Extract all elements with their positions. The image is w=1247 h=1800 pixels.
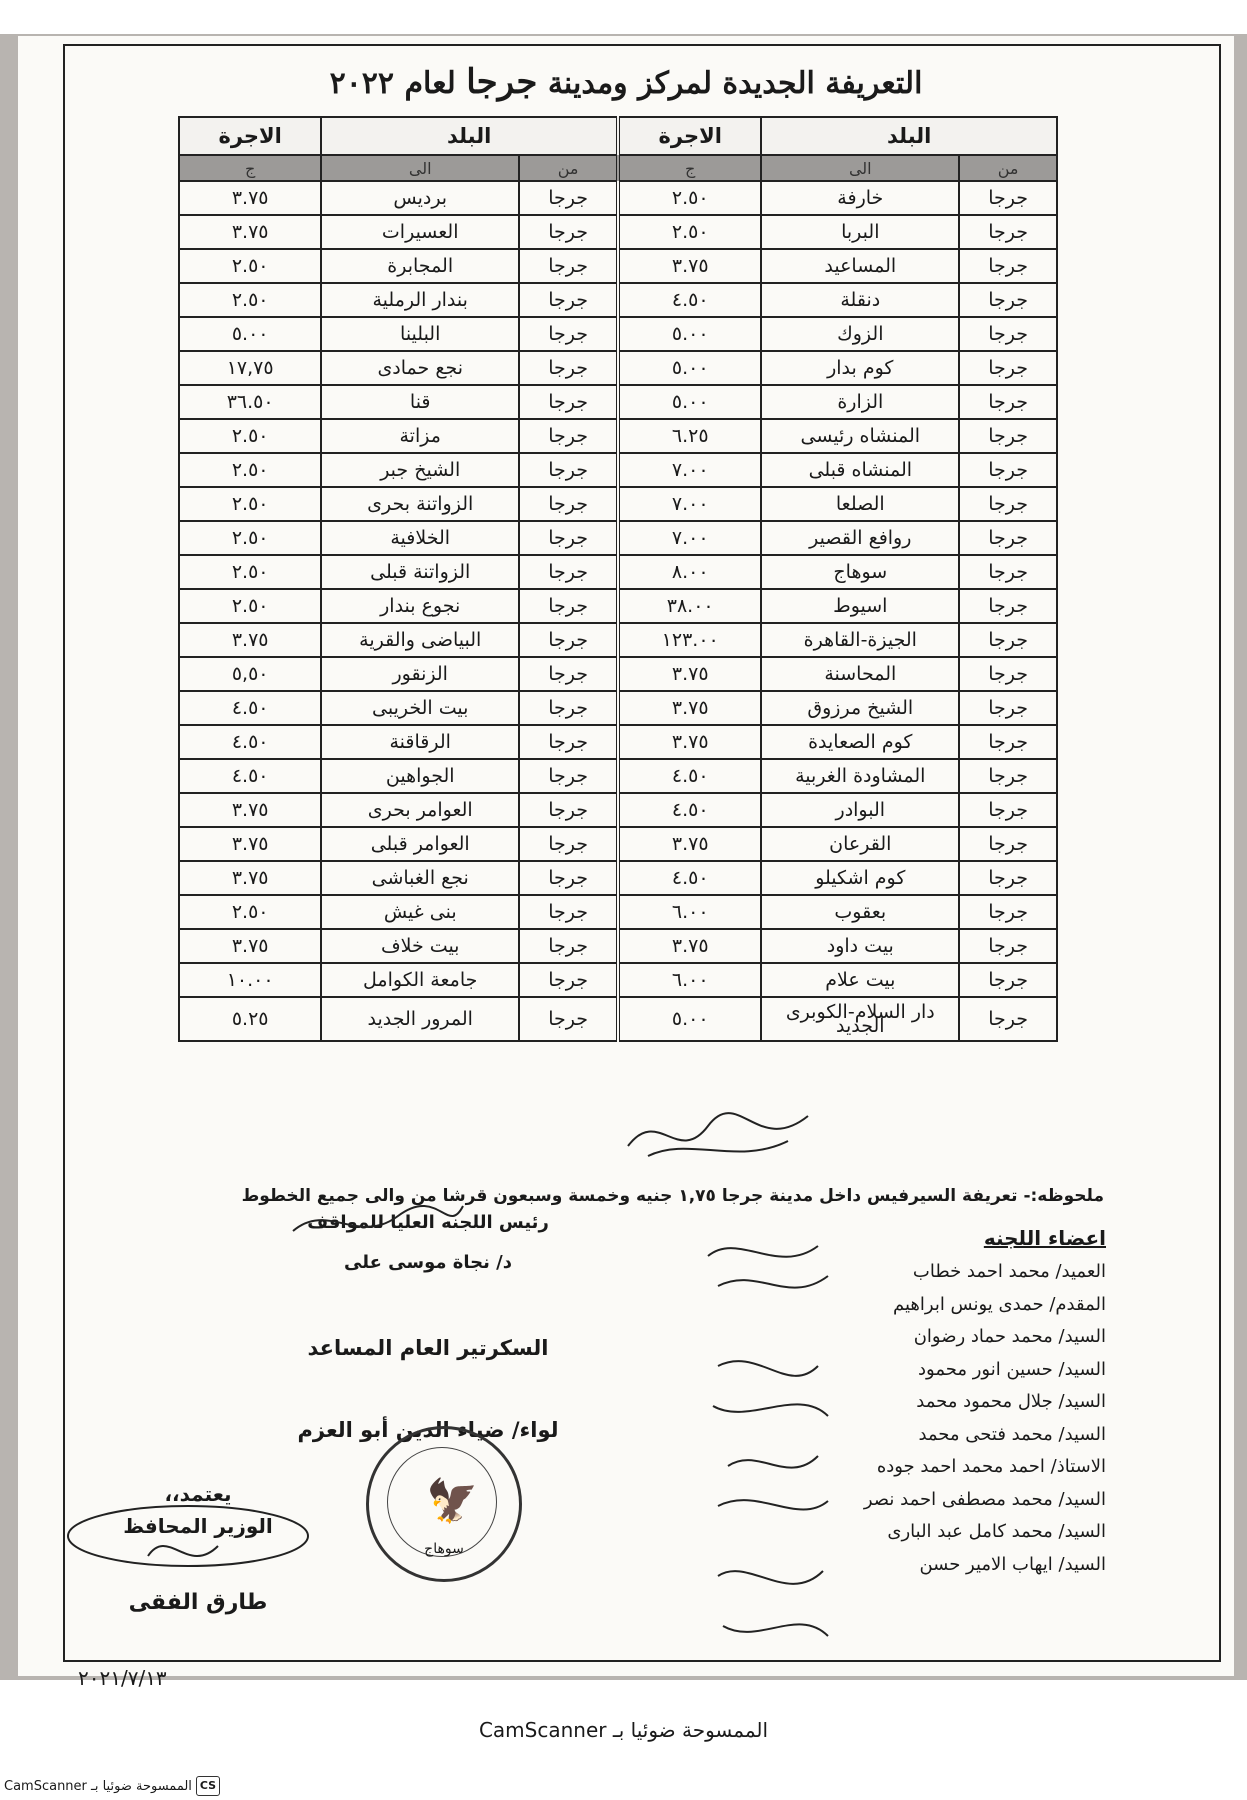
chair-title: رئيس اللجنه العليا للمواقف bbox=[307, 1212, 549, 1233]
cell-to-right: البوادر bbox=[761, 793, 959, 827]
cell-to-left: الخلافية bbox=[321, 521, 519, 555]
cell-from-left: جرجا bbox=[519, 827, 618, 861]
cell-from-right: جرجا bbox=[959, 725, 1057, 759]
secretary-title: السكرتير العام المساعد bbox=[307, 1336, 549, 1360]
cell-to-left: الشيخ جبر bbox=[321, 453, 519, 487]
cell-to-right: روافع القصير bbox=[761, 521, 959, 555]
cell-from-right: جرجا bbox=[959, 589, 1057, 623]
cell-fare-right: ٣٨.٠٠ bbox=[618, 589, 761, 623]
cell-to-left: نجع الغباشى bbox=[321, 861, 519, 895]
cell-to-right: بيت علام bbox=[761, 963, 959, 997]
cell-to-right: اسيوط bbox=[761, 589, 959, 623]
cell-to-left: الجواهين bbox=[321, 759, 519, 793]
cell-fare-left: ٢.٥٠ bbox=[179, 453, 321, 487]
cell-fare-left: ٣.٧٥ bbox=[179, 181, 321, 215]
cell-from-left: جرجا bbox=[519, 997, 618, 1041]
cell-from-left: جرجا bbox=[519, 317, 618, 351]
table-row bbox=[179, 385, 1057, 419]
cell-fare-right: ١٢٣.٠٠ bbox=[618, 623, 761, 657]
cell-to-right: المنشاه قبلى bbox=[761, 453, 959, 487]
cell-from-right: جرجا bbox=[959, 691, 1057, 725]
table-row bbox=[179, 997, 1057, 1041]
cell-from-right: جرجا bbox=[959, 385, 1057, 419]
cell-fare-right: ٧.٠٠ bbox=[618, 453, 761, 487]
cell-to-right: دار السلام-الكوبرى الجديد bbox=[761, 997, 959, 1041]
cell-fare-left: ١٠.٠٠ bbox=[179, 963, 321, 997]
table-row bbox=[179, 793, 1057, 827]
cell-from-left: جرجا bbox=[519, 181, 618, 215]
cell-fare-right: ٧.٠٠ bbox=[618, 487, 761, 521]
committee-member: السيد/ حسين انور محمود bbox=[918, 1358, 1106, 1380]
cell-from-right: جرجا bbox=[959, 215, 1057, 249]
committee-member: العميد/ محمد احمد خطاب bbox=[912, 1261, 1106, 1282]
cell-to-right: كوم الصعايدة bbox=[761, 725, 959, 759]
committee-member: السيد/ محمد حماد رضوان bbox=[913, 1326, 1106, 1347]
cell-from-left: جرجا bbox=[519, 283, 618, 317]
cell-to-right: الشيخ مرزوق bbox=[761, 691, 959, 725]
header-balad-left: البلد bbox=[321, 117, 618, 155]
cell-from-left: جرجا bbox=[519, 555, 618, 589]
cell-from-left: جرجا bbox=[519, 759, 618, 793]
cell-from-left: جرجا bbox=[519, 725, 618, 759]
table-row bbox=[179, 249, 1057, 283]
cell-from-left: جرجا bbox=[519, 385, 618, 419]
cell-from-right: جرجا bbox=[959, 351, 1057, 385]
cell-to-right: سوهاج bbox=[761, 555, 959, 589]
eagle-emblem-icon: 🦅 bbox=[426, 1476, 479, 1525]
committee-member: المقدم/ حمدى يونس ابراهيم bbox=[892, 1293, 1106, 1315]
cell-to-right: المحاسنة bbox=[761, 657, 959, 691]
cell-to-left: العوامر قبلى bbox=[321, 827, 519, 861]
cell-from-right: جرجا bbox=[959, 487, 1057, 521]
cell-from-left: جرجا bbox=[519, 623, 618, 657]
cell-to-left: نجع حمادى bbox=[321, 351, 519, 385]
cell-fare-right: ٥.٠٠ bbox=[618, 997, 761, 1041]
cell-to-left: مزاتة bbox=[321, 419, 519, 453]
cell-from-left: جرجا bbox=[519, 929, 618, 963]
signature-secretary bbox=[288, 1191, 468, 1251]
subheader-currency-left: ج bbox=[179, 155, 321, 181]
cell-from-left: جرجا bbox=[519, 249, 618, 283]
table-row bbox=[179, 419, 1057, 453]
cell-fare-left: ٣.٧٥ bbox=[179, 861, 321, 895]
cell-fare-right: ٤.٥٠ bbox=[618, 759, 761, 793]
cell-fare-right: ٥.٠٠ bbox=[618, 317, 761, 351]
cell-to-left: بندار الرملية bbox=[321, 283, 519, 317]
cell-to-right: دنقلة bbox=[761, 283, 959, 317]
table-row bbox=[179, 351, 1057, 385]
table-row bbox=[179, 691, 1057, 725]
cell-to-right: البربا bbox=[761, 215, 959, 249]
cell-from-left: جرجا bbox=[519, 589, 618, 623]
cell-fare-right: ٣.٧٥ bbox=[618, 691, 761, 725]
cell-to-left: المجابرة bbox=[321, 249, 519, 283]
cell-fare-right: ٣.٧٥ bbox=[618, 725, 761, 759]
header-balad-right: البلد bbox=[761, 117, 1057, 155]
cell-from-right: جرجا bbox=[959, 997, 1057, 1041]
document-page bbox=[18, 36, 1234, 1690]
cell-from-right: جرجا bbox=[959, 317, 1057, 351]
scanner-footer: الممسوحة ضوئيا بـ CamScanner bbox=[478, 1718, 769, 1742]
cell-fare-left: ٢.٥٠ bbox=[179, 555, 321, 589]
subheader-from-left: من bbox=[519, 155, 618, 181]
cell-from-left: جرجا bbox=[519, 861, 618, 895]
approve-label: يعتمد،، bbox=[164, 1482, 232, 1506]
cell-fare-right: ٣.٧٥ bbox=[618, 827, 761, 861]
minister-title: الوزير المحافظ bbox=[123, 1514, 273, 1538]
cell-fare-right: ٣.٧٥ bbox=[618, 249, 761, 283]
cell-fare-left: ٤.٥٠ bbox=[179, 725, 321, 759]
cell-from-left: جرجا bbox=[519, 453, 618, 487]
table-row bbox=[179, 487, 1057, 521]
cell-fare-right: ٦.٢٥ bbox=[618, 419, 761, 453]
table-row bbox=[179, 317, 1057, 351]
cell-fare-right: ٧.٠٠ bbox=[618, 521, 761, 555]
cell-fare-left: ٤.٥٠ bbox=[179, 691, 321, 725]
cell-to-left: برديس bbox=[321, 181, 519, 215]
cell-to-left: قنا bbox=[321, 385, 519, 419]
cell-from-left: جرجا bbox=[519, 521, 618, 555]
table-row bbox=[179, 215, 1057, 249]
cell-from-left: جرجا bbox=[519, 895, 618, 929]
cell-from-right: جرجا bbox=[959, 963, 1057, 997]
table-row bbox=[179, 521, 1057, 555]
camscanner-label: الممسوحة ضوئيا بـ CamScanner bbox=[4, 1778, 192, 1794]
table-row bbox=[179, 963, 1057, 997]
table-row bbox=[179, 861, 1057, 895]
table-subheader-row bbox=[179, 155, 1057, 181]
cell-fare-left: ٥.٠٠ bbox=[179, 317, 321, 351]
cell-from-left: جرجا bbox=[519, 793, 618, 827]
table-row bbox=[179, 181, 1057, 215]
cell-to-right: بعقوب bbox=[761, 895, 959, 929]
table-row bbox=[179, 759, 1057, 793]
cell-to-left: العسيرات bbox=[321, 215, 519, 249]
cell-fare-left: ١٧,٧٥ bbox=[179, 351, 321, 385]
tariff-table bbox=[178, 116, 1058, 1042]
minister-name: طارق الفقى bbox=[128, 1590, 268, 1615]
cell-fare-left: ٢.٥٠ bbox=[179, 249, 321, 283]
subheader-to-left: الى bbox=[321, 155, 519, 181]
cell-fare-left: ٤.٥٠ bbox=[179, 759, 321, 793]
cell-from-right: جرجا bbox=[959, 895, 1057, 929]
signature-chair bbox=[618, 1096, 818, 1176]
cell-fare-left: ٣.٧٥ bbox=[179, 623, 321, 657]
cell-fare-right: ٦.٠٠ bbox=[618, 963, 761, 997]
secretary-name: لواء/ ضياء الدين أبو العزم bbox=[297, 1418, 559, 1442]
table-row bbox=[179, 827, 1057, 861]
cell-fare-right: ٨.٠٠ bbox=[618, 555, 761, 589]
table-row bbox=[179, 725, 1057, 759]
cell-to-right: الجيزة-القاهرة bbox=[761, 623, 959, 657]
cell-to-right: المشاودة الغربية bbox=[761, 759, 959, 793]
cell-fare-left: ٢.٥٠ bbox=[179, 283, 321, 317]
cell-to-right: الزارة bbox=[761, 385, 959, 419]
document-title bbox=[18, 62, 1234, 102]
cell-to-left: بيت الخريبى bbox=[321, 691, 519, 725]
official-seal bbox=[366, 1426, 522, 1582]
cell-to-right: كوم بدار bbox=[761, 351, 959, 385]
table-row bbox=[179, 283, 1057, 317]
cell-to-right: خارفة bbox=[761, 181, 959, 215]
table-row bbox=[179, 589, 1057, 623]
chair-name: د/ نجاة موسى على bbox=[344, 1252, 512, 1273]
cell-fare-left: ٥.٢٥ bbox=[179, 997, 321, 1041]
cell-from-right: جرجا bbox=[959, 623, 1057, 657]
cell-fare-left: ٣.٧٥ bbox=[179, 827, 321, 861]
cell-fare-left: ٢.٥٠ bbox=[179, 521, 321, 555]
table-row bbox=[179, 453, 1057, 487]
cell-from-right: جرجا bbox=[959, 929, 1057, 963]
subheader-from-right: من bbox=[959, 155, 1057, 181]
table-row bbox=[179, 929, 1057, 963]
cell-to-left: الزنقور bbox=[321, 657, 519, 691]
cell-fare-left: ٢.٥٠ bbox=[179, 419, 321, 453]
cell-to-right: المنشاه رئيسى bbox=[761, 419, 959, 453]
cell-to-left: الزواتنة بحرى bbox=[321, 487, 519, 521]
title-post: لعام ٢٠٢٢ bbox=[329, 66, 467, 101]
cell-fare-right: ٥.٠٠ bbox=[618, 385, 761, 419]
cell-fare-left: ٣٦.٥٠ bbox=[179, 385, 321, 419]
cell-to-right: القرعان bbox=[761, 827, 959, 861]
title-city: جرجا bbox=[466, 62, 538, 102]
header-ujra-left: الاجرة bbox=[179, 117, 321, 155]
cell-fare-left: ٥,٥٠ bbox=[179, 657, 321, 691]
cell-fare-right: ٤.٥٠ bbox=[618, 793, 761, 827]
cell-from-right: جرجا bbox=[959, 793, 1057, 827]
cell-from-right: جرجا bbox=[959, 861, 1057, 895]
cell-from-right: جرجا bbox=[959, 657, 1057, 691]
tariff-body bbox=[179, 181, 1057, 1041]
cell-fare-right: ٦.٠٠ bbox=[618, 895, 761, 929]
cell-fare-right: ٤.٥٠ bbox=[618, 283, 761, 317]
seal-text: سوهاج bbox=[424, 1541, 464, 1557]
cell-fare-right: ٣.٧٥ bbox=[618, 657, 761, 691]
committee-member: السيد/ محمد مصطفى احمد نصر bbox=[863, 1488, 1106, 1510]
cell-from-left: جرجا bbox=[519, 215, 618, 249]
cell-from-left: جرجا bbox=[519, 487, 618, 521]
committee-member: السيد/ محمد كامل عبد البارى bbox=[887, 1521, 1106, 1542]
cell-from-left: جرجا bbox=[519, 963, 618, 997]
note-text: ملحوظه:- تعريفة السيرفيس داخل مدينة جرجا ١,٧٥ جنيه وخمسة وسبعون قرشا من والى جميع الخطوط bbox=[241, 1186, 1104, 1206]
cell-from-left: جرجا bbox=[519, 691, 618, 725]
cell-to-left: الرقاقنة bbox=[321, 725, 519, 759]
cell-to-left: نجوع بندار bbox=[321, 589, 519, 623]
cell-from-right: جرجا bbox=[959, 283, 1057, 317]
committee-list bbox=[864, 1226, 1106, 1581]
table-row bbox=[179, 895, 1057, 929]
committee-member: السيد/ جلال محمود محمد bbox=[916, 1391, 1106, 1412]
table-row bbox=[179, 555, 1057, 589]
cell-from-right: جرجا bbox=[959, 521, 1057, 555]
committee-member: السيد/ محمد فتحى محمد bbox=[918, 1423, 1106, 1445]
committee-member: الاستاذ/ احمد محمد احمد جوده bbox=[876, 1456, 1106, 1477]
cell-fare-right: ٢.٥٠ bbox=[618, 215, 761, 249]
table-row bbox=[179, 657, 1057, 691]
cell-from-right: جرجا bbox=[959, 555, 1057, 589]
cell-fare-left: ٢.٥٠ bbox=[179, 589, 321, 623]
cell-fare-left: ٢.٥٠ bbox=[179, 487, 321, 521]
cell-to-left: المرور الجديد bbox=[321, 997, 519, 1041]
cell-from-right: جرجا bbox=[959, 419, 1057, 453]
cell-from-right: جرجا bbox=[959, 827, 1057, 861]
subheader-to-right: الى bbox=[761, 155, 959, 181]
cell-from-right: جرجا bbox=[959, 249, 1057, 283]
cell-from-left: جرجا bbox=[519, 657, 618, 691]
cell-to-left: البياضى والقرية bbox=[321, 623, 519, 657]
committee-heading: اعضاء اللجنه bbox=[983, 1226, 1106, 1250]
cell-to-left: جامعة الكوامل bbox=[321, 963, 519, 997]
cell-fare-left: ٣.٧٥ bbox=[179, 215, 321, 249]
cell-to-right: المساعيد bbox=[761, 249, 959, 283]
cell-to-left: العوامر بحرى bbox=[321, 793, 519, 827]
title-pre: التعريفة الجديدة لمركز ومدينة bbox=[537, 66, 923, 101]
cell-fare-right: ٤.٥٠ bbox=[618, 861, 761, 895]
table-header-row bbox=[179, 117, 1057, 155]
subheader-currency-right: ج bbox=[618, 155, 761, 181]
cell-from-right: جرجا bbox=[959, 181, 1057, 215]
cell-to-left: بيت خلاف bbox=[321, 929, 519, 963]
cell-fare-left: ٣.٧٥ bbox=[179, 929, 321, 963]
camscanner-mark bbox=[4, 1776, 220, 1796]
cell-to-left: البلينا bbox=[321, 317, 519, 351]
camscanner-logo-icon: CS bbox=[196, 1776, 220, 1796]
cell-fare-right: ٢.٥٠ bbox=[618, 181, 761, 215]
cell-to-left: بنى غيش bbox=[321, 895, 519, 929]
cell-fare-left: ٢.٥٠ bbox=[179, 895, 321, 929]
cell-from-right: جرجا bbox=[959, 759, 1057, 793]
cell-to-left: الزواتنة قبلى bbox=[321, 555, 519, 589]
cell-from-left: جرجا bbox=[519, 419, 618, 453]
cell-fare-left: ٣.٧٥ bbox=[179, 793, 321, 827]
signing-date: ٢٠٢١/٧/١٣ bbox=[78, 1666, 167, 1690]
cell-to-right: الصلعا bbox=[761, 487, 959, 521]
cell-to-right: بيت داود bbox=[761, 929, 959, 963]
cell-fare-right: ٥.٠٠ bbox=[618, 351, 761, 385]
committee-items bbox=[864, 1256, 1106, 1581]
cell-from-left: جرجا bbox=[519, 351, 618, 385]
signature-committee bbox=[698, 1226, 838, 1686]
signature-minister bbox=[58, 1486, 318, 1586]
header-ujra-right: الاجرة bbox=[618, 117, 761, 155]
cell-to-right: كوم اشكيلو bbox=[761, 861, 959, 895]
cell-to-right: الزوك bbox=[761, 317, 959, 351]
cell-fare-right: ٣.٧٥ bbox=[618, 929, 761, 963]
cell-from-right: جرجا bbox=[959, 453, 1057, 487]
committee-member: السيد/ ايهاب الامير حسن bbox=[919, 1553, 1106, 1575]
table-row bbox=[179, 623, 1057, 657]
